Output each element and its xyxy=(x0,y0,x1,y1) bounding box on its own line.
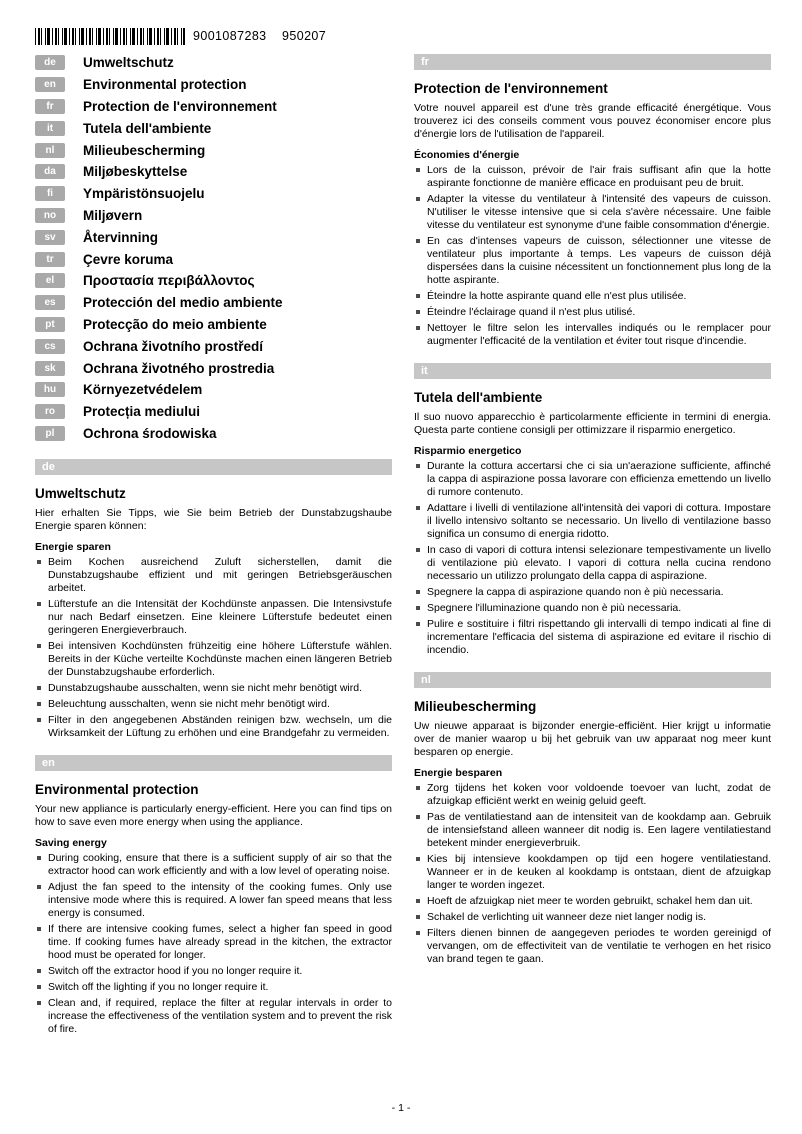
bullet-square-icon xyxy=(37,644,41,648)
language-title: Protecção do meio ambiente xyxy=(83,316,267,332)
bullet-item-text: Lors de la cuisson, prévoir de l'air frais suffisant afin que la hotte aspirante fonctionne de manière efficace en produisant peu de bruit. xyxy=(427,164,771,189)
section-heading: Protection de l'environnement xyxy=(414,81,608,96)
bullet-item xyxy=(414,602,771,615)
language-code-badge: sv xyxy=(35,230,65,245)
language-index-item xyxy=(35,292,392,314)
language-code-badge: ro xyxy=(35,404,65,419)
language-code-badge: fi xyxy=(35,186,65,201)
bullet-item-text: Hoeft de afzuigkap niet meer te worden gebruikt, schakel hem dan uit. xyxy=(427,895,753,907)
bullet-item-text: If there are intensive cooking fumes, select a higher fan speed in good time. If cooking fumes have already spread in the kitchen, the extractor hood must be operated for longer. xyxy=(48,923,392,962)
bullet-item-text: During cooking, ensure that there is a sufficient supply of air so that the extractor hood can work efficiently and with a low level of operating noise. xyxy=(48,852,392,878)
language-code-badge: pt xyxy=(35,317,65,332)
bullet-item-text: Kies bij intensieve kookdampen op tijd een hogere ventilatiestand. Wanneer er in de keuken al kookdamp is ontstaan, dient de afzuigkap langer te worden ingezet. xyxy=(427,853,771,891)
section-subheading: Energie besparen xyxy=(414,767,503,779)
section-intro: Hier erhalten Sie Tipps, wie Sie beim Betrieb der Dunstabzugshaube Energie sparen können: xyxy=(35,507,392,533)
section-intro: Il suo nuovo apparecchio è particolarmente efficiente in termini di energia. Questa parte contiene consigli per ottimizzare il risparmio energetico. xyxy=(414,411,771,436)
bullet-list xyxy=(35,556,392,740)
bullet-item xyxy=(414,290,771,303)
section-en xyxy=(35,755,392,1036)
section-nl xyxy=(414,672,771,966)
language-index-item xyxy=(35,379,392,401)
bullet-square-icon xyxy=(416,506,420,510)
bullet-list xyxy=(35,852,392,1036)
language-code-badge: hu xyxy=(35,382,65,397)
bullet-square-icon xyxy=(37,702,41,706)
bullet-item xyxy=(414,895,771,908)
language-title: Προστασία περιβάλλοντος xyxy=(83,273,255,289)
bullet-item xyxy=(35,981,392,994)
bullet-item xyxy=(414,618,771,657)
bullet-square-icon xyxy=(37,560,41,564)
bullet-square-icon xyxy=(416,294,420,298)
bullet-square-icon xyxy=(416,622,420,626)
bullet-square-icon xyxy=(37,686,41,690)
language-title: Protecția mediului xyxy=(83,404,201,420)
bullet-item xyxy=(35,997,392,1036)
language-index-item xyxy=(35,74,392,96)
bullet-item xyxy=(35,698,392,711)
language-title: Çevre koruma xyxy=(83,251,174,267)
language-code-badge: no xyxy=(35,208,65,223)
section-language-bar xyxy=(35,755,392,771)
language-index-item xyxy=(35,423,392,445)
bullet-square-icon xyxy=(416,168,420,172)
section-intro: Your new appliance is particularly energy-efficient. Here you can find tips on how to save even more energy when using the appliance. xyxy=(35,803,392,829)
bullet-item xyxy=(414,853,771,892)
bullet-item-text: Beim Kochen ausreichend Zuluft sicherstellen, damit die Dunstabzugshaube effizient und mit geringen Betriebsgeräuschen arbeitet. xyxy=(48,556,392,595)
section-language-code: fr xyxy=(421,56,429,68)
bullet-item xyxy=(414,911,771,924)
section-subheading: Économies d'énergie xyxy=(414,149,520,161)
bullet-item-text: Adattare i livelli di ventilazione all'intensità dei vapori di cottura. Impostare il livello intensivo soltanto se necessario. Un livello di ventilazione basso significa un consumo di energia ridotto. xyxy=(427,502,771,540)
section-heading: Umweltschutz xyxy=(35,486,126,502)
barcode-number: 9001087283 950207 xyxy=(193,29,327,43)
language-title: Ympäristönsuojelu xyxy=(83,186,205,202)
language-index-item xyxy=(35,270,392,292)
language-code-badge: sk xyxy=(35,361,65,376)
section-heading: Environmental protection xyxy=(35,782,199,798)
bullet-square-icon xyxy=(37,885,41,889)
section-language-bar xyxy=(414,363,771,379)
language-index-item xyxy=(35,401,392,423)
language-title: Miljøvern xyxy=(83,207,143,223)
bullet-item xyxy=(414,460,771,499)
bullet-square-icon xyxy=(37,602,41,606)
bullet-item xyxy=(414,164,771,190)
language-index-item xyxy=(35,226,392,248)
language-index-item xyxy=(35,335,392,357)
language-code-badge: it xyxy=(35,121,65,136)
bullet-square-icon xyxy=(37,985,41,989)
bullet-item-text: Pas de ventilatiestand aan de intensiteit van de kookdamp aan. Gebruik de intensiefstand alleen wanneer dit nodig is. Een lagere ventilatiestand betekent minder energieverbruik. xyxy=(427,811,771,849)
section-subheading: Risparmio energetico xyxy=(414,445,522,457)
section-language-bar xyxy=(414,672,771,688)
bullet-square-icon xyxy=(37,856,41,860)
language-index-item xyxy=(35,357,392,379)
bullet-item-text: Spegnere l'illuminazione quando non è più necessaria. xyxy=(427,602,682,614)
bullet-list xyxy=(414,460,771,657)
bullet-square-icon xyxy=(416,606,420,610)
language-index-item xyxy=(35,314,392,336)
language-code-badge: de xyxy=(35,55,65,70)
bullet-item-text: Adjust the fan speed to the intensity of the cooking fumes. Only use intensive mode where this is required. A lower fan speed means that less energy is consumed. xyxy=(48,881,392,920)
bullet-item-text: Nettoyer le filtre selon les intervalles indiqués ou le remplacer pour augmenter l'efficacité de la ventilation et éviter tout risque d'incendie. xyxy=(427,322,771,347)
section-subheading: Saving energy xyxy=(35,837,107,850)
language-title: Umweltschutz xyxy=(83,55,174,71)
bullet-item xyxy=(414,586,771,599)
bullet-item xyxy=(414,235,771,287)
bullet-item xyxy=(35,598,392,637)
bullet-item-text: In caso di vapori di cottura intensi selezionare tempestivamente un livello di ventilazione più elevato. I vapori di cottura nella cucina rendono necessario un utilizzo prolungato della cappa di aspirazione. xyxy=(427,544,771,582)
section-language-code: it xyxy=(421,365,428,377)
language-code-badge: cs xyxy=(35,339,65,354)
bullet-item xyxy=(414,782,771,808)
bullet-item-text: Switch off the lighting if you no longer require it. xyxy=(48,981,269,994)
bullet-list xyxy=(414,164,771,348)
bullet-item xyxy=(35,682,392,695)
bullet-item xyxy=(414,502,771,541)
language-index-item xyxy=(35,117,392,139)
language-title: Ochrana životního prostředí xyxy=(83,338,264,354)
section-heading: Milieubescherming xyxy=(414,699,537,714)
section-intro: Votre nouvel appareil est d'une très grande efficacité énergétique. Vous trouverez ici des conseils comment vous pouvez économiser encore plus d'énergie lors de l'utilisation de l'appareil. xyxy=(414,102,771,140)
bullet-square-icon xyxy=(37,927,41,931)
bullet-item xyxy=(414,306,771,319)
section-intro: Uw nieuwe apparaat is bijzonder energie-efficiënt. Hier krijgt u informatie over de manier waarop u bij het gebruik van uw apparaat nog meer kunt besparen op energie. xyxy=(414,720,771,758)
bullet-square-icon xyxy=(416,326,420,330)
section-de xyxy=(35,459,392,740)
bullet-item xyxy=(414,322,771,348)
bullet-item xyxy=(35,640,392,679)
bullet-square-icon xyxy=(416,310,420,314)
language-index-item xyxy=(35,161,392,183)
section-language-code: en xyxy=(42,757,55,770)
section-subheading: Energie sparen xyxy=(35,541,111,554)
language-index-item xyxy=(35,248,392,270)
language-title: Milieubescherming xyxy=(83,142,206,158)
language-title: Protection de l'environnement xyxy=(83,98,277,114)
section-language-bar xyxy=(414,54,771,70)
bullet-item-text: Zorg tijdens het koken voor voldoende toevoer van lucht, zodat de afzuigkap efficiënt werkt en weinig geluid geeft. xyxy=(427,782,771,807)
bullet-square-icon xyxy=(416,786,420,790)
bullet-item-text: En cas d'intenses vapeurs de cuisson, sélectionner une vitesse de ventilateur plus importante à temps. Les vapeurs de cuisson déjà dispersées dans la cuisine nécessitent un fonctionnement plus long de la hotte aspirante. xyxy=(427,235,771,286)
language-index xyxy=(35,52,392,444)
bullet-square-icon xyxy=(37,969,41,973)
bullet-item-text: Pulire e sostituire i filtri rispettando gli intervalli di tempo indicati al fine di incrementare l'efficacia del sistema di aspirazione ed evitare il rischio di incendio. xyxy=(427,618,771,656)
language-index-item xyxy=(35,52,392,74)
bullet-list xyxy=(414,782,771,966)
bullet-square-icon xyxy=(416,931,420,935)
bullet-item xyxy=(35,881,392,920)
bullet-square-icon xyxy=(416,815,420,819)
bullet-square-icon xyxy=(416,464,420,468)
bullet-item-text: Bei intensiven Kochdünsten frühzeitig eine höhere Lüfterstufe wählen. Bereits in der Küche verteilte Kochdünste machen einen längeren Betrieb der Dunstabzugshaube erforderlich. xyxy=(48,640,392,679)
bullet-item-text: Filter in den angegebenen Abständen reinigen bzw. wechseln, um die Wirksamkeit der Lüftung zu erhöhen und eine Brandgefahr zu vermeiden. xyxy=(48,714,392,740)
bullet-item-text: Durante la cottura accertarsi che ci sia un'aerazione sufficiente, affinché la cappa di aspirazione possa lavorare con efficienza emettendo un livello di rumore contenuto. xyxy=(427,460,771,498)
bullet-item-text: Éteindre l'éclairage quand il n'est plus utilisé. xyxy=(427,306,636,318)
language-title: Återvinning xyxy=(83,229,159,245)
bullet-item-text: Dunstabzugshaube ausschalten, wenn sie nicht mehr benötigt wird. xyxy=(48,682,363,695)
left-column xyxy=(35,52,392,1039)
bullet-item-text: Filters dienen binnen de aangegeven periodes te worden gereinigd of vervangen, om de effectiviteit van de ventilatie te verhogen en het risico van brand tegen te gaan. xyxy=(427,927,771,965)
bullet-item-text: Éteindre la hotte aspirante quand elle n'est plus utilisée. xyxy=(427,290,687,302)
bullet-item xyxy=(35,965,392,978)
bullet-item xyxy=(414,811,771,850)
section-heading: Tutela dell'ambiente xyxy=(414,390,543,405)
bullet-square-icon xyxy=(37,718,41,722)
language-code-badge: es xyxy=(35,295,65,310)
bullet-item-text: Lüfterstufe an die Intensität der Kochdünste anpassen. Die Intensivstufe nur nach Bedarf einsetzen. Eine kleinere Lüfterstufe bedeutet einen geringeren Energieverbrauch. xyxy=(48,598,392,637)
right-column xyxy=(414,52,771,969)
barcode-image xyxy=(35,28,185,45)
bullet-item xyxy=(414,193,771,232)
bullet-item-text: Beleuchtung ausschalten, wenn sie nicht mehr benötigt wird. xyxy=(48,698,330,711)
bullet-square-icon xyxy=(416,899,420,903)
language-index-item xyxy=(35,96,392,118)
bullet-square-icon xyxy=(416,590,420,594)
language-title: Környezetvédelem xyxy=(83,382,203,398)
document-header xyxy=(35,26,774,46)
language-index-item xyxy=(35,205,392,227)
bullet-square-icon xyxy=(416,239,420,243)
bullet-item-text: Spegnere la cappa di aspirazione quando non è più necessaria. xyxy=(427,586,724,598)
bullet-item-text: Adapter la vitesse du ventilateur à l'intensité des vapeurs de cuisson. N'utiliser le vitesse intensive que si cela s'avère nécessaire. Une faible vitesse du ventilateur est synonyme d'une faible consommation d'énergie. xyxy=(427,193,771,231)
language-index-item xyxy=(35,139,392,161)
section-it xyxy=(414,363,771,657)
bullet-item xyxy=(35,923,392,962)
bullet-item xyxy=(414,544,771,583)
bullet-square-icon xyxy=(37,1001,41,1005)
language-title: Protección del medio ambiente xyxy=(83,295,283,311)
section-language-bar xyxy=(35,459,392,475)
language-title: Environmental protection xyxy=(83,77,247,93)
language-title: Ochrona środowiska xyxy=(83,425,217,441)
language-code-badge: da xyxy=(35,164,65,179)
section-language-code: de xyxy=(42,461,55,474)
language-code-badge: en xyxy=(35,77,65,92)
language-index-item xyxy=(35,183,392,205)
bullet-item-text: Clean and, if required, replace the filter at regular intervals in order to increase the effectiveness of the ventilation system and to prevent the risk of fire. xyxy=(48,997,392,1036)
bullet-item xyxy=(414,927,771,966)
language-code-badge: fr xyxy=(35,99,65,114)
bullet-item xyxy=(35,714,392,740)
section-fr xyxy=(414,54,771,348)
bullet-item-text: Schakel de verlichting uit wanneer deze niet langer nodig is. xyxy=(427,911,707,923)
bullet-square-icon xyxy=(416,915,420,919)
language-code-badge: el xyxy=(35,273,65,288)
bullet-item xyxy=(35,556,392,595)
page-number: - 1 - xyxy=(391,1102,411,1114)
language-title: Miljøbeskyttelse xyxy=(83,164,188,180)
language-code-badge: pl xyxy=(35,426,65,441)
bullet-item-text: Switch off the extractor hood if you no longer require it. xyxy=(48,965,303,978)
two-column-layout xyxy=(35,52,774,1039)
bullet-item xyxy=(35,852,392,878)
language-code-badge: tr xyxy=(35,252,65,267)
section-language-code: nl xyxy=(421,674,431,686)
language-code-badge: nl xyxy=(35,143,65,158)
language-title: Ochrana životného prostredia xyxy=(83,360,275,376)
bullet-square-icon xyxy=(416,197,420,201)
bullet-square-icon xyxy=(416,857,420,861)
bullet-square-icon xyxy=(416,548,420,552)
language-title: Tutela dell'ambiente xyxy=(83,120,212,136)
